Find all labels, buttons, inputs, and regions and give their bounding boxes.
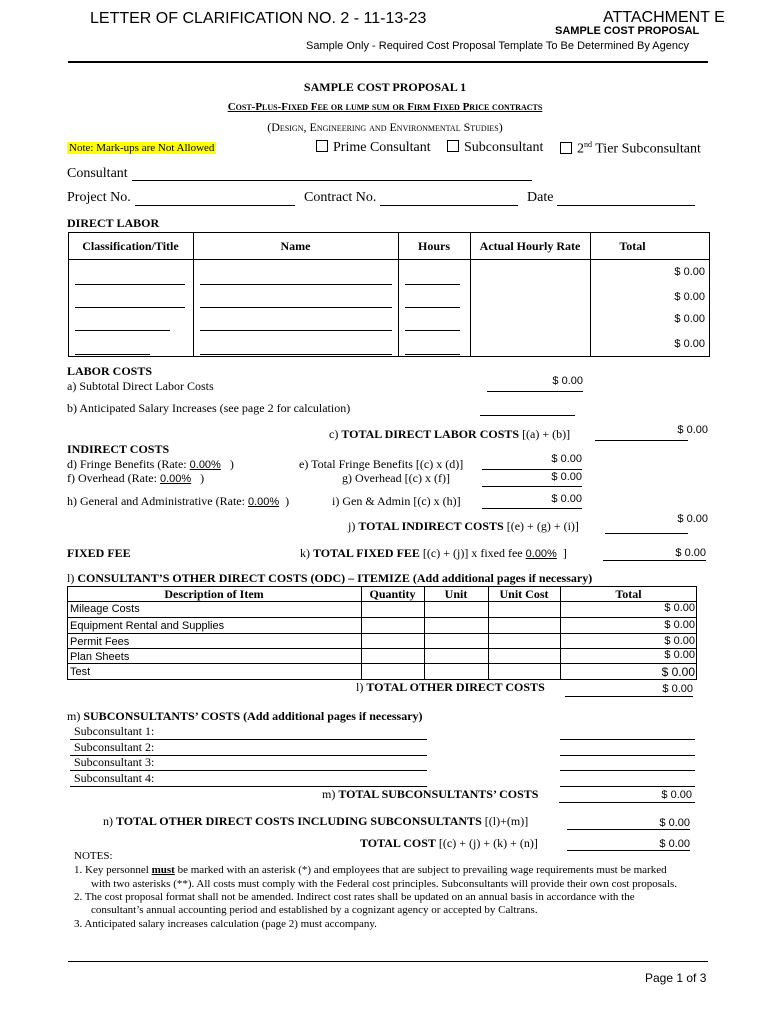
tier2-num: 2 <box>577 141 584 157</box>
odc-bold: CONSULTANT’S OTHER DIRECT COSTS (ODC) – ITEMIZE (Add additional pages if necessary) <box>77 571 593 585</box>
total-odc-incl-line <box>567 829 690 830</box>
subconsultant-item: Subconsultant 2: <box>74 740 155 754</box>
subtotal-line <box>487 391 583 392</box>
tier2-label: Tier Subconsultant <box>592 141 701 157</box>
name-line[interactable] <box>200 330 392 331</box>
odc-col-description: Description of Item <box>164 587 264 601</box>
d-label: d) Fringe Benefits (Rate: <box>67 457 187 471</box>
labor-costs-heading: LABOR COSTS <box>67 364 153 378</box>
c-bold: TOTAL DIRECT LABOR COSTS <box>341 427 520 441</box>
total-suffix: [(c) + (j) + (k) + (n)] <box>435 836 538 850</box>
overhead-rate[interactable]: 0.00% <box>159 473 192 485</box>
odc-row-line <box>67 617 697 618</box>
note-3: 3. Anticipated salary increases calculation (page 2) must accompany. <box>74 918 377 930</box>
c-prefix: c) <box>329 427 342 441</box>
m-bold: SUBCONSULTANTS’ COSTS (Add additional pages if necessary) <box>83 709 423 723</box>
col-rate: Actual Hourly Rate <box>479 239 581 253</box>
fixed-fee-rate[interactable]: 0.00% <box>525 548 557 560</box>
odc-col-unit-cost: Unit Cost <box>499 587 549 601</box>
h-label: h) General and Administrative (Rate: <box>67 494 245 508</box>
odc-col-unit: Unit <box>444 587 468 601</box>
j-bold: TOTAL INDIRECT COSTS <box>358 519 504 533</box>
odc-col-quantity: Quantity <box>369 587 416 601</box>
checkbox-icon <box>447 140 459 152</box>
subconsultant-amount-line[interactable] <box>560 755 695 756</box>
subconsultant-item: Subconsultant 4: <box>74 771 155 785</box>
total-cost-value: $ 0.00 <box>659 838 690 850</box>
total-subconsultants-line <box>559 802 695 803</box>
name-line[interactable] <box>200 354 392 355</box>
gna-rate[interactable]: 0.00% <box>247 496 280 508</box>
consultant-label: Consultant <box>67 166 128 181</box>
checkbox-icon <box>316 140 328 152</box>
h-close: ) <box>285 494 290 508</box>
n1b: be marked with an asterisk (*) and employees that are subject to prevailing wage requirements must be marked <box>174 864 667 876</box>
odc-total: $ 0.00 <box>664 602 695 614</box>
prime-consultant-checkbox[interactable] <box>316 140 431 156</box>
total-indirect-label <box>348 519 579 534</box>
f-label: f) Overhead (Rate: <box>67 471 157 485</box>
total-cost-line <box>567 850 690 851</box>
indirect-heading: INDIRECT COSTS <box>67 442 170 456</box>
prime-label: Prime Consultant <box>333 140 431 155</box>
n-prefix: n) <box>103 814 116 828</box>
total-bold: TOTAL COST <box>360 836 436 850</box>
header-divider <box>68 61 708 63</box>
total-direct-labor-line <box>595 440 688 441</box>
subconsultant-amount-line[interactable] <box>560 786 695 787</box>
contract-no-field[interactable] <box>380 205 518 206</box>
subconsultant-amount-line[interactable] <box>560 739 695 740</box>
col-classification: Classification/Title <box>82 239 179 253</box>
scope-line: (Design, Engineering and Environmental Studies) <box>267 120 503 134</box>
k-suffix: [(c) + (j)] x fixed fee <box>419 546 523 560</box>
odc-total: $ 0.00 <box>661 665 695 679</box>
odc-total: $ 0.00 <box>664 635 695 647</box>
gna-label <box>67 494 289 509</box>
hours-line[interactable] <box>405 330 460 331</box>
total-cost-label <box>360 836 538 851</box>
n-bold: TOTAL OTHER DIRECT COSTS INCLUDING SUBCONSULTANTS <box>116 814 482 828</box>
subconsultant-item: Subconsultant 1: <box>74 724 155 738</box>
classification-line[interactable] <box>75 330 170 331</box>
proposal-title: SAMPLE COST PROPOSAL 1 <box>303 80 467 94</box>
classification-line[interactable] <box>75 307 185 308</box>
total-subconsultants-label <box>322 787 538 802</box>
labor-total-1: $ 0.00 <box>674 266 705 278</box>
subconsultant-line[interactable] <box>70 739 427 740</box>
direct-labor-heading: DIRECT LABOR <box>67 216 160 230</box>
fringe-rate[interactable]: 0.00% <box>189 459 221 471</box>
j-suffix: [(e) + (g) + (i)] <box>503 519 579 533</box>
header-subtitle: Sample Only - Required Cost Proposal Template To Be Determined By Agency <box>306 40 689 52</box>
labor-total-4: $ 0.00 <box>674 338 705 350</box>
j-prefix: j) <box>348 519 359 533</box>
m-prefix: m) <box>67 709 84 723</box>
total-fixed-fee-line <box>603 560 706 561</box>
total-fringe-line <box>482 469 582 470</box>
n1-must: must <box>151 864 175 876</box>
c-suffix: [(a) + (b)] <box>519 427 571 441</box>
name-line[interactable] <box>200 307 392 308</box>
classification-line[interactable] <box>75 354 150 355</box>
total-fringe-value: $ 0.00 <box>551 453 582 465</box>
sample-label: SAMPLE COST PROPOSAL <box>555 25 700 37</box>
col-name: Name <box>280 239 311 253</box>
project-no-label: Project No. <box>67 190 131 205</box>
hours-line[interactable] <box>405 307 460 308</box>
total-odc-incl-value: $ 0.00 <box>659 817 690 829</box>
subtotal-value: $ 0.00 <box>552 375 583 387</box>
note-1 <box>74 864 667 876</box>
table-header-divider <box>68 259 710 260</box>
total-indirect-line <box>605 533 688 534</box>
overhead-label <box>67 471 204 486</box>
odc-item: Equipment Rental and Supplies <box>70 620 225 632</box>
fringe-label <box>67 457 234 472</box>
total-fixed-fee-label <box>300 546 567 561</box>
contract-types: Cost-Plus-Fixed Fee or lump sum or Firm Fixed Price contracts <box>227 101 543 113</box>
fixed-fee-heading: FIXED FEE <box>67 546 131 560</box>
odc-total-label <box>356 680 545 695</box>
contract-no-label: Contract No. <box>304 190 377 205</box>
salary-increase-label: b) Anticipated Salary Increases (see page 2 for calculation) <box>67 401 351 415</box>
subconsultants-heading <box>67 709 423 724</box>
classification-line[interactable] <box>75 284 185 285</box>
total-fixed-fee-value: $ 0.00 <box>675 547 706 559</box>
odc-prefix: l) <box>67 571 78 585</box>
odc-item: Permit Fees <box>70 636 130 648</box>
subconsultant-item: Subconsultant 3: <box>74 755 155 769</box>
gna-total-value: $ 0.00 <box>551 493 582 505</box>
odc-col-total: Total <box>615 587 642 601</box>
name-line[interactable] <box>200 284 392 285</box>
n1a: 1. Key personnel <box>74 864 152 876</box>
overhead-total-line <box>482 486 582 487</box>
k-bold: TOTAL FIXED FEE <box>313 546 420 560</box>
note-2: 2. The cost proposal format shall not be amended. Indirect cost rates shall be updated on an annual basis in accordance with the <box>74 891 635 903</box>
total-subconsultants-value: $ 0.00 <box>661 789 692 801</box>
n-suffix: [(l)+(m)] <box>481 814 529 828</box>
col-hours: Hours <box>417 239 450 253</box>
total-direct-labor-value: $ 0.00 <box>677 424 708 436</box>
date-field[interactable] <box>557 205 695 206</box>
odc-item: Test <box>70 666 91 678</box>
notes-heading: NOTES: <box>74 850 113 862</box>
total-direct-labor-label <box>329 427 570 442</box>
odc-row-line <box>67 663 697 664</box>
letter-title: LETTER OF CLARIFICATION NO. 2 - 11-13-23 <box>90 10 427 27</box>
subconsultant-amount-line[interactable] <box>560 770 695 771</box>
overhead-total-label: g) Overhead [(c) x (f)] <box>342 471 450 485</box>
tier2-checkbox[interactable] <box>560 140 701 158</box>
d-close: ) <box>229 457 234 471</box>
tier2-sup: nd <box>584 140 592 149</box>
odc-total: $ 0.00 <box>664 619 695 631</box>
labor-total-2: $ 0.00 <box>674 291 705 303</box>
total-fringe-label: e) Total Fringe Benefits [(c) x (d)] <box>299 457 464 471</box>
k-close: ] <box>562 546 567 560</box>
total-indirect-value: $ 0.00 <box>677 513 708 525</box>
consultant-field[interactable] <box>132 180 532 181</box>
odc-item: Mileage Costs <box>70 603 140 615</box>
sub-label: Subconsultant <box>464 140 544 155</box>
attachment-label: ATTACHMENT E <box>603 9 725 26</box>
subtotal-label: a) Subtotal Direct Labor Costs <box>67 379 214 393</box>
footer-divider <box>68 961 708 962</box>
checkbox-icon <box>560 142 572 154</box>
odc-item: Plan Sheets <box>70 651 130 663</box>
labor-total-3: $ 0.00 <box>674 313 705 325</box>
hours-line[interactable] <box>405 354 460 355</box>
odc-row-line <box>67 633 697 634</box>
odc-total-value: $ 0.00 <box>662 683 693 695</box>
odc-total-line <box>565 696 693 697</box>
l-prefix: l) <box>356 680 367 694</box>
subconsultant-line[interactable] <box>70 770 427 771</box>
m-total-bold: TOTAL SUBCONSULTANTS’ COSTS <box>338 787 539 801</box>
overhead-total-value: $ 0.00 <box>551 471 582 483</box>
hours-line[interactable] <box>405 284 460 285</box>
m-total-prefix: m) <box>322 787 339 801</box>
gna-total-label: i) Gen & Admin [(c) x (h)] <box>332 494 461 508</box>
total-odc-incl-label <box>103 814 528 829</box>
odc-heading <box>67 571 592 586</box>
f-close: ) <box>200 471 205 485</box>
col-total: Total <box>619 239 646 253</box>
odc-total: $ 0.00 <box>664 649 695 661</box>
project-no-field[interactable] <box>135 205 295 206</box>
page-number: Page 1 of 3 <box>645 971 707 985</box>
note-1-cont: with two asterisks (**). All costs must comply with the Federal cost principles. Subconsultants will provide their own cost proposals. <box>91 878 677 890</box>
gna-total-line <box>482 508 582 509</box>
salary-increase-line[interactable] <box>480 415 575 416</box>
subconsultant-checkbox[interactable] <box>447 140 543 156</box>
note-2-cont: consultant’s annual accounting period and established by a cognizant agency or accepted by Caltrans. <box>91 904 538 916</box>
subconsultant-line[interactable] <box>70 755 427 756</box>
k-prefix: k) <box>300 546 313 560</box>
date-label: Date <box>527 190 554 205</box>
l-bold: TOTAL OTHER DIRECT COSTS <box>366 680 545 694</box>
markup-note: Note: Mark-ups are Not Allowed <box>69 142 215 154</box>
